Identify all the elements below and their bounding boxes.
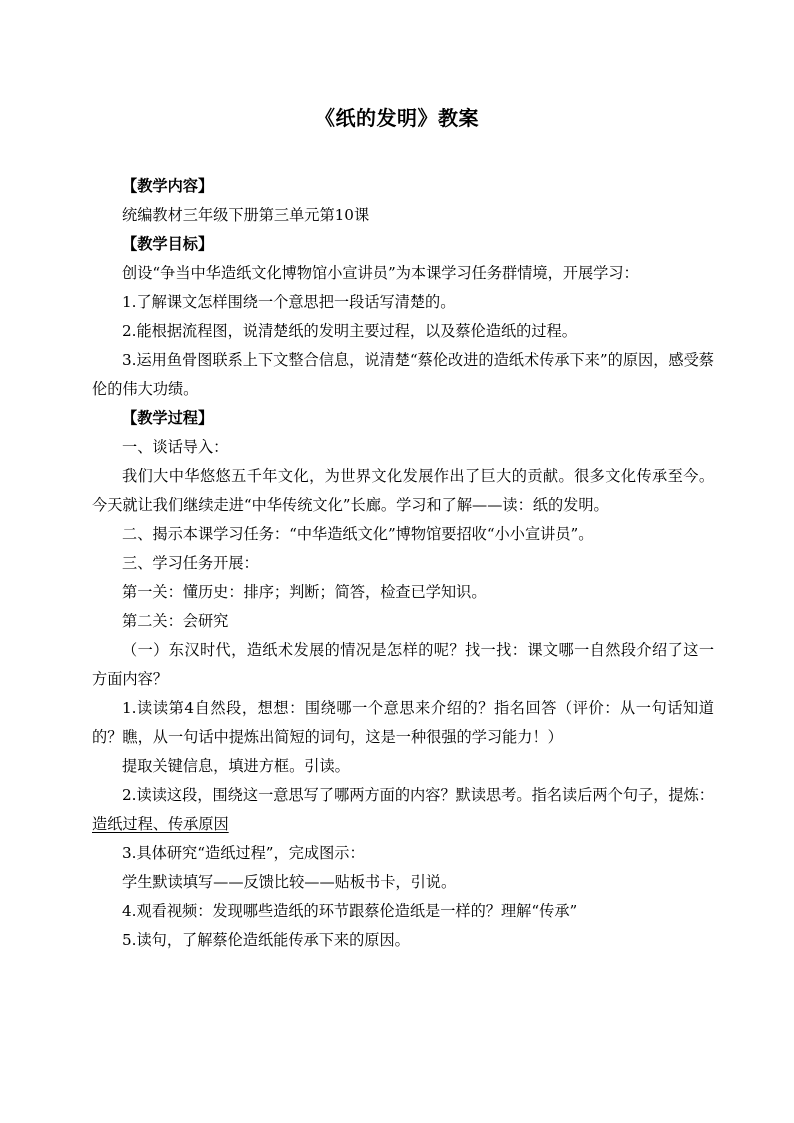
goal-item: 3.运用鱼骨图联系上下文整合信息，说清楚“蔡伦改进的造纸术传承下来”的原因，感受蔡伦的伟大功绩。 xyxy=(92,351,714,398)
step-title: 一、谈话导入： xyxy=(122,438,229,456)
section-heading-goals: 【教学目标】 xyxy=(122,235,214,253)
section-heading-process: 【教学过程】 xyxy=(122,409,214,427)
paragraph: 第一关：懂历史：排序；判断；简答，检查已学知识。 xyxy=(122,583,487,601)
paragraph: 我们大中华悠悠五千年文化，为世界文化发展作出了巨大的贡献。很多文化传承至今。今天就让我们继续走进“中华传统文化”长廊。学习和了解——读：纸的发明。 xyxy=(92,467,714,514)
document-body xyxy=(92,172,714,955)
paragraph: 学生默读填写——反馈比较——贴板书卡，引说。 xyxy=(122,873,457,891)
goal-item: 2.能根据流程图，说清楚纸的发明主要过程，以及蔡伦造纸的过程。 xyxy=(122,322,577,340)
step-title: 三、学习任务开展： xyxy=(122,554,259,572)
paragraph: 提取关键信息，填进方框。引读。 xyxy=(122,757,350,775)
underlined-keywords: 造纸过程、传承原因 xyxy=(92,815,229,833)
paragraph: 统编教材三年级下册第三单元第10课 xyxy=(122,206,370,224)
list-item: 4.观看视频：发现哪些造纸的环节跟蔡伦造纸是一样的？理解“传承” xyxy=(122,902,578,920)
document-title: 《纸的发明》教案 xyxy=(315,106,479,130)
list-item: 3.具体研究“造纸过程”，完成图示： xyxy=(122,844,365,862)
paragraph: 创设“争当中华造纸文化博物馆小宣讲员”为本课学习任务群情境，开展学习： xyxy=(122,264,639,282)
item-text: 2.读读这段，围绕这一意思写了哪两方面的内容？默读思考。指名读后两个句子，提炼： xyxy=(122,786,714,804)
list-item xyxy=(92,781,714,839)
paragraph: 第二关：会研究 xyxy=(122,612,229,630)
step-title: 二、揭示本课学习任务：“中华造纸文化”博物馆要招收“小小宣讲员”。 xyxy=(122,525,594,543)
goal-item: 1.了解课文怎样围绕一个意思把一段话写清楚的。 xyxy=(122,293,456,311)
paragraph: （一）东汉时代，造纸术发展的情况是怎样的呢？找一找：课文哪一自然段介绍了这一方面内容？ xyxy=(92,641,714,688)
section-heading-content: 【教学内容】 xyxy=(122,177,214,195)
list-item: 1.读读第4自然段，想想：围绕哪一个意思来介绍的？指名回答（评价：从一句话知道的？瞧，从一句话中提炼出简短的词句，这是一种很强的学习能力！） xyxy=(92,699,714,746)
list-item: 5.读句，了解蔡伦造纸能传承下来的原因。 xyxy=(122,931,410,949)
